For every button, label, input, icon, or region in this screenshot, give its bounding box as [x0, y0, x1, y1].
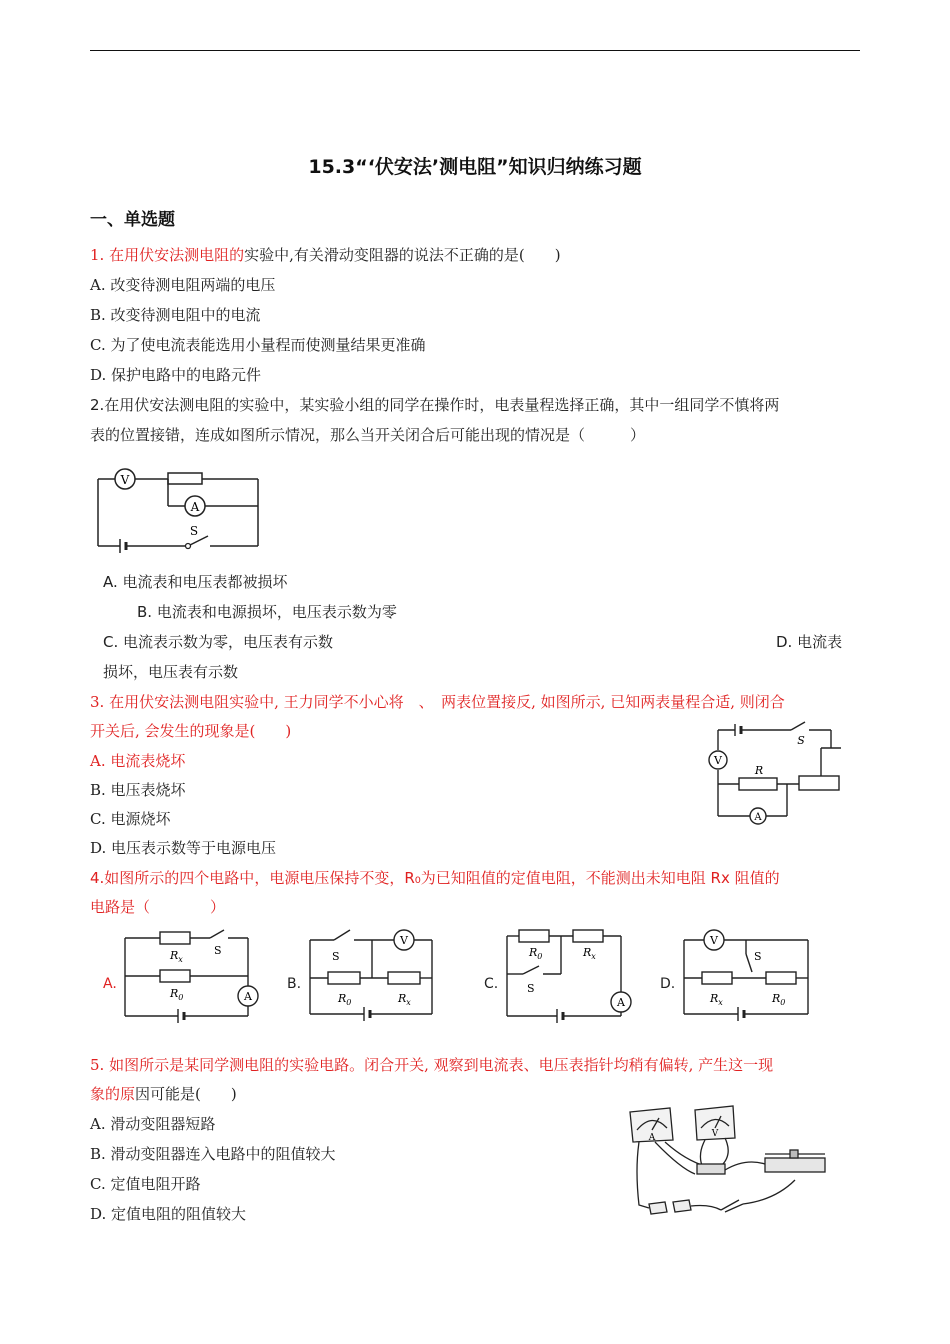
q1-stem-black: 实验中,有关滑动变阻器的说法不正确的是( ) — [244, 246, 561, 264]
q4b-rx-label: R — [398, 992, 407, 1005]
q5-option-b: B. 滑动变阻器连入电路中的阻值较大 — [90, 1145, 336, 1163]
svg-text:Rx — [169, 949, 183, 964]
svg-text:R0 — [169, 987, 183, 1002]
q3-resistor-label: R — [754, 764, 764, 777]
q4a-ammeter-label: A — [244, 990, 252, 1003]
q4c-ammeter-label: A — [617, 996, 625, 1009]
svg-text:R0 — [771, 992, 785, 1007]
q4-stem-line2: 电路是（ ） — [90, 898, 226, 916]
q4-option-a-label: A. — [103, 976, 117, 992]
q5-stem-line2 — [90, 1084, 237, 1104]
q5-option-a: A. 滑动变阻器短路 — [90, 1115, 216, 1133]
q4a-r0-label: R — [170, 987, 179, 1000]
page-title: 15.3“‘伏安法’测电阻”知识归纳练习题 — [308, 156, 642, 178]
q1-stem — [90, 245, 561, 265]
q4-circuit-b — [306, 926, 446, 1026]
q3-circuit-diagram — [703, 718, 843, 828]
svg-text:Rx — [582, 946, 596, 961]
q2-voltmeter-label: V — [120, 473, 130, 487]
q4d-rx-subscript: x — [718, 998, 723, 1007]
q5-ammeter-label: A — [648, 1133, 656, 1143]
q2-circuit-diagram — [90, 462, 270, 556]
q5-stem-black: 因可能是( ) — [135, 1085, 237, 1103]
q4b-r0-label: R — [338, 992, 347, 1005]
q2-option-c: C. 电流表示数为零，电压表有示数 — [103, 633, 334, 651]
q4-circuit-c — [503, 928, 643, 1028]
q2-switch-label: S — [189, 524, 199, 538]
svg-text:R0 — [528, 946, 542, 961]
q5-option-d: D. 定值电阻的阻值较大 — [90, 1205, 247, 1223]
q4-option-c-label: C. — [484, 976, 499, 992]
q4d-rx-label: R — [710, 992, 719, 1005]
q2-option-a: A. 电流表和电压表都被损坏 — [103, 573, 288, 591]
q1-option-b: B. 改变待测电阻中的电流 — [90, 306, 261, 324]
q3-option-c: C. 电源烧坏 — [90, 810, 171, 828]
q4b-r0-subscript: 0 — [346, 998, 352, 1007]
q4a-rx-subscript: x — [178, 955, 183, 964]
q1-option-c: C. 为了使电流表能选用小量程而使测量结果更准确 — [90, 336, 426, 354]
svg-text:R0 — [337, 992, 351, 1007]
svg-text:Rx — [397, 992, 411, 1007]
q4d-r0-subscript: 0 — [780, 998, 786, 1007]
q3-stem-line1: 3. 在用伏安法测电阻实验中, 王力同学不小心将 、 两表位置接反, 如图所示, 已知两表量程合适, 则闭合 — [90, 693, 785, 711]
q2-stem-line1: 2.在用伏安法测电阻的实验中，某实验小组的同学在操作时，电表量程选择正确，其中一组同学不慎将两 — [90, 396, 780, 414]
q4d-voltmeter-label: V — [710, 934, 718, 947]
q1-option-a: A. 改变待测电阻两端的电压 — [90, 276, 276, 294]
q5-apparatus-illustration — [625, 1100, 835, 1220]
q5-voltmeter-label: V — [711, 1129, 719, 1139]
q4-circuit-d — [680, 926, 820, 1026]
q5-stem-line1: 5. 如图所示是某同学测电阻的实验电路。闭合开关, 观察到电流表、电压表指针均稍有偏转, 产生这一现 — [90, 1056, 774, 1074]
q4-option-b-label: B. — [287, 976, 302, 992]
q3-stem-line2: 开关后, 会发生的现象是( ) — [90, 722, 292, 740]
q3-option-a: A. 电流表烧坏 — [90, 752, 186, 770]
q2-option-d-part2: 损坏，电压表有示数 — [103, 663, 239, 681]
svg-text:Rx — [709, 992, 723, 1007]
q4b-voltmeter-label: V — [400, 934, 408, 947]
q1-option-d: D. 保护电路中的电路元件 — [90, 366, 262, 384]
q4c-r0-label: R — [529, 946, 538, 959]
q3-option-b: B. 电压表烧坏 — [90, 781, 186, 799]
q4c-switch-label: S — [527, 982, 535, 995]
q2-ammeter-label: A — [190, 500, 200, 514]
q4a-rx-label: R — [170, 949, 179, 962]
header-rule — [90, 50, 860, 51]
q4d-switch-label: S — [754, 950, 762, 963]
q3-voltmeter-label: V — [714, 754, 722, 767]
q4b-rx-subscript: x — [406, 998, 411, 1007]
q2-stem-line2: 表的位置接错，连成如图所示情况，那么当开关闭合后可能出现的情况是（ ） — [90, 426, 646, 444]
q2-option-b: B. 电流表和电源损坏，电压表示数为零 — [137, 603, 397, 621]
q5-option-c: C. 定值电阻开路 — [90, 1175, 201, 1193]
q4c-r0-subscript: 0 — [537, 952, 543, 961]
q4b-switch-label: S — [332, 950, 340, 963]
section-heading: 一、单选题 — [90, 210, 175, 230]
q4a-switch-label: S — [214, 944, 222, 957]
q4c-rx-label: R — [583, 946, 592, 959]
q4-stem-line1: 4.如图所示的四个电路中，电源电压保持不变，R₀为已知阻值的定值电阻，不能测出未知电阻 Rx 阻值的 — [90, 869, 780, 887]
q4-option-d-label: D. — [660, 976, 676, 992]
q4a-r0-subscript: 0 — [178, 993, 184, 1002]
q2-option-d-part1: D. 电流表 — [776, 633, 843, 651]
q5-stem-red: 象的原 — [90, 1085, 136, 1103]
q3-ammeter-label: A — [754, 812, 762, 823]
q4-circuit-a — [120, 928, 260, 1028]
q1-stem-red: 1. 在用伏安法测电阻的 — [90, 246, 245, 264]
q3-option-d: D. 电压表示数等于电源电压 — [90, 839, 277, 857]
q4d-r0-label: R — [772, 992, 781, 1005]
q4c-rx-subscript: x — [591, 952, 596, 961]
q3-switch-label: S — [797, 734, 805, 747]
